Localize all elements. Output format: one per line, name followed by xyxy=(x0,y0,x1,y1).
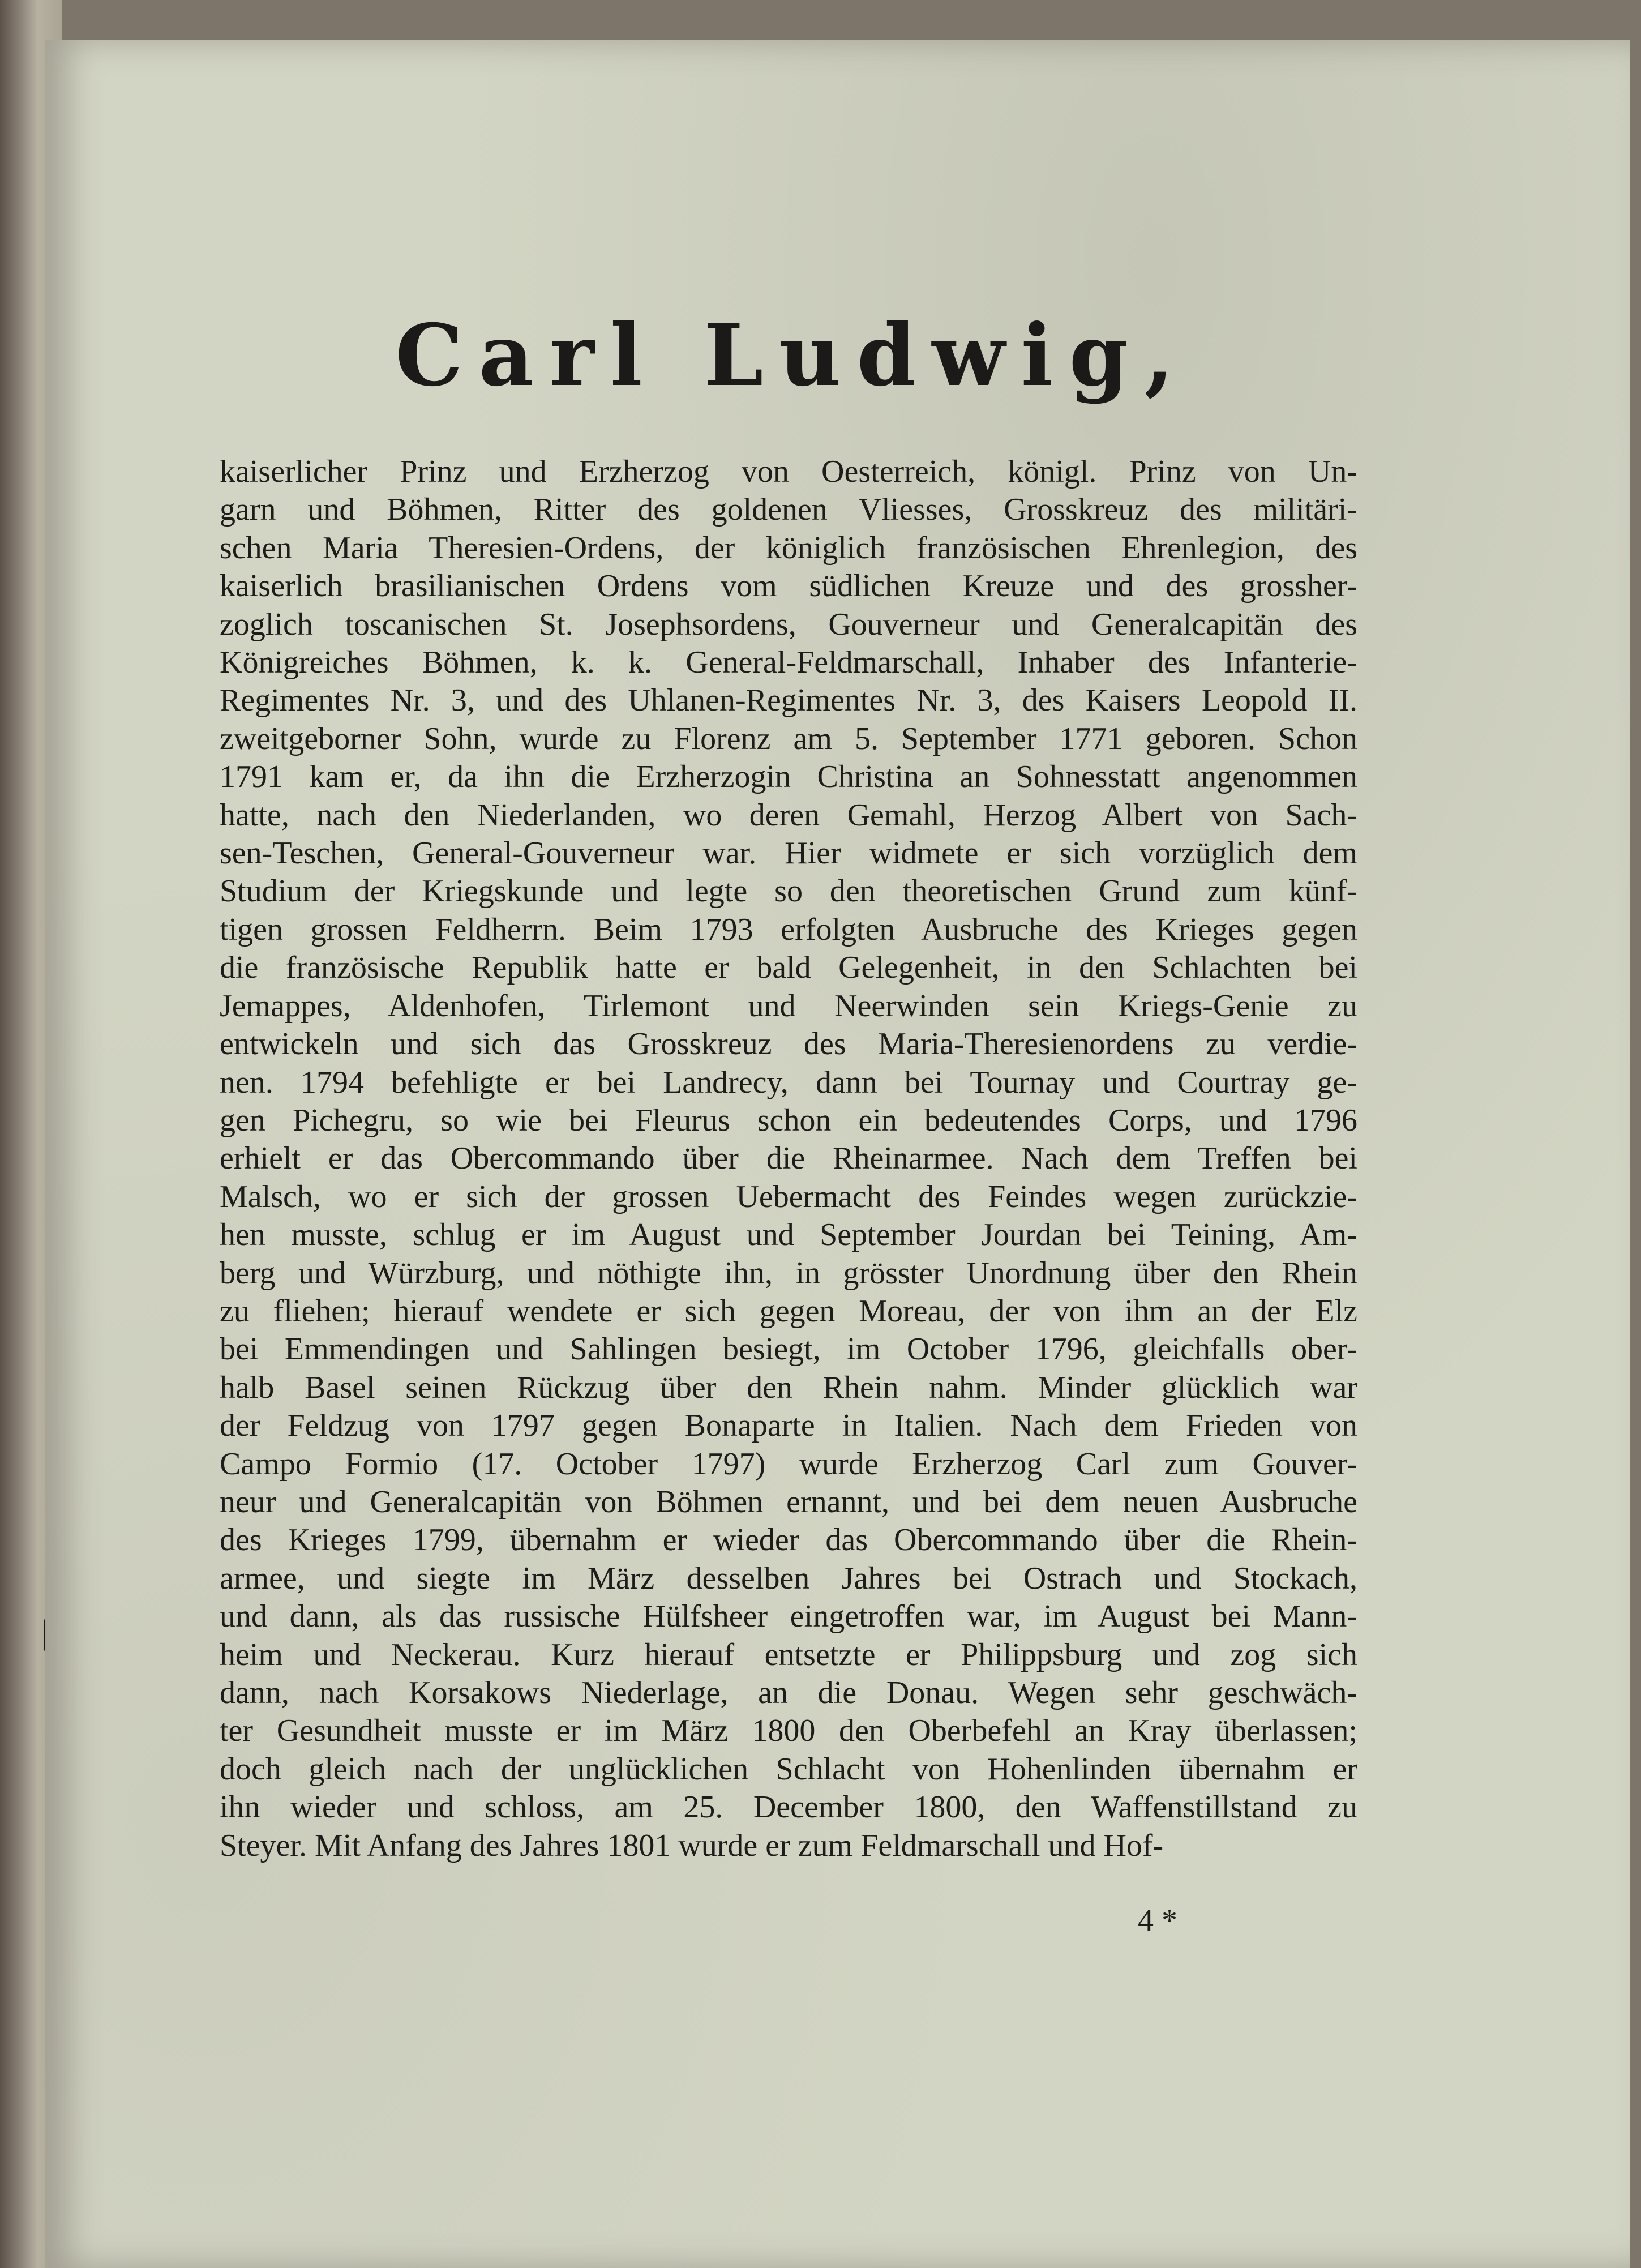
body-line: garn und Böhmen, Ritter des goldenen Vliesses, Grosskreuz des militäri- xyxy=(220,492,1357,528)
body-line: 1791 kam er, da ihn die Erzherzogin Christina an Sohnesstatt angenommen xyxy=(220,759,1357,795)
body-line: zweitgeborner Sohn, wurde zu Florenz am 5. September 1771 geboren. Schon xyxy=(220,721,1357,756)
body-line: hen musste, schlug er im August und September Jourdan bei Teining, Am- xyxy=(220,1217,1357,1253)
body-line: der Feldzug von 1797 gegen Bonaparte in Italien. Nach dem Frieden von xyxy=(220,1408,1357,1444)
body-line: Campo Formio (17. October 1797) wurde Erzherzog Carl zum Gouver- xyxy=(220,1446,1357,1482)
body-line: neur und Generalcapitän von Böhmen ernannt, und bei dem neuen Ausbruche xyxy=(220,1484,1357,1520)
page-heading: Carl Ludwig, xyxy=(395,306,1190,405)
body-line: Malsch, wo er sich der grossen Uebermacht des Feindes wegen zurückzie- xyxy=(220,1179,1357,1214)
body-line: ter Gesundheit musste er im März 1800 den Oberbefehl an Kray überlassen; xyxy=(220,1713,1357,1749)
body-line: Studium der Kriegskunde und legte so den theoretischen Grund zum künf- xyxy=(220,874,1357,909)
body-line: entwickeln und sich das Grosskreuz des Maria-Theresienordens zu verdie- xyxy=(220,1026,1357,1062)
body-line: armee, und siegte im März desselben Jahres bei Ostrach und Stockach, xyxy=(220,1560,1357,1596)
body-line: Jemappes, Aldenhofen, Tirlemont und Neerwinden sein Kriegs-Genie zu xyxy=(220,988,1357,1024)
body-line: zu fliehen; hierauf wendete er sich gegen Moreau, der von ihm an der Elz xyxy=(220,1293,1357,1329)
body-line: erhielt er das Obercommando über die Rheinarmee. Nach dem Treffen bei xyxy=(220,1141,1357,1176)
body-line: gen Pichegru, so wie bei Fleurus schon ein bedeutendes Corps, und 1796 xyxy=(220,1102,1357,1138)
body-line: Königreiches Böhmen, k. k. General-Feldmarschall, Inhaber des Infanterie- xyxy=(220,645,1357,681)
body-line: schen Maria Theresien-Ordens, der königlich französischen Ehrenlegion, des xyxy=(220,530,1357,566)
body-line: tigen grossen Feldherrn. Beim 1793 erfolgten Ausbruche des Krieges gegen xyxy=(220,912,1357,947)
body-line: die französische Republik hatte er bald Gelegenheit, in den Schlachten bei xyxy=(220,950,1357,986)
body-line: dann, nach Korsakows Niederlage, an die Donau. Wegen sehr geschwäch- xyxy=(220,1675,1357,1710)
body-line: zoglich toscanischen St. Josephsordens, Gouverneur und Generalcapitän des xyxy=(220,606,1357,642)
body-line: kaiserlicher Prinz und Erzherzog von Oesterreich, königl. Prinz von Un- xyxy=(220,454,1357,489)
body-line: halb Basel seinen Rückzug über den Rhein nahm. Minder glücklich war xyxy=(220,1370,1357,1405)
body-line: doch gleich nach der unglücklichen Schlacht von Hohenlinden übernahm er xyxy=(220,1751,1357,1787)
body-line: bei Emmendingen und Sahlingen besiegt, im October 1796, gleichfalls ober- xyxy=(220,1332,1357,1367)
body-line: des Krieges 1799, übernahm er wieder das Obercommando über die Rhein- xyxy=(220,1522,1357,1558)
body-line: Regimentes Nr. 3, und des Uhlanen-Regimentes Nr. 3, des Kaisers Leopold II. xyxy=(220,683,1357,718)
body-line: ihn wieder und schloss, am 25. December 1800, den Waffenstillstand zu xyxy=(220,1790,1357,1825)
body-line: sen-Teschen, General-Gouverneur war. Hier widmete er sich vorzüglich dem xyxy=(220,836,1357,871)
body-line: berg und Würzburg, und nöthigte ihn, in grösster Unordnung über den Rhein xyxy=(220,1255,1357,1291)
body-line: heim und Neckerau. Kurz hierauf entsetzte er Philippsburg und zog sich xyxy=(220,1637,1357,1672)
signature-mark: 4 * xyxy=(1138,1903,1177,1938)
body-line: und dann, als das russische Hülfsheer eingetroffen war, im August bei Mann- xyxy=(220,1599,1357,1634)
body-line: nen. 1794 befehligte er bei Landrecy, dann bei Tournay und Courtray ge- xyxy=(220,1064,1357,1100)
body-line: kaiserlich brasilianischen Ordens vom südlichen Kreuze und des grossher- xyxy=(220,568,1357,604)
body-line: hatte, nach den Niederlanden, wo deren Gemahl, Herzog Albert von Sach- xyxy=(220,797,1357,833)
body-line: Steyer. Mit Anfang des Jahres 1801 wurde er zum Feldmarschall und Hof- xyxy=(220,1828,1164,1863)
body-text xyxy=(220,453,1357,1865)
